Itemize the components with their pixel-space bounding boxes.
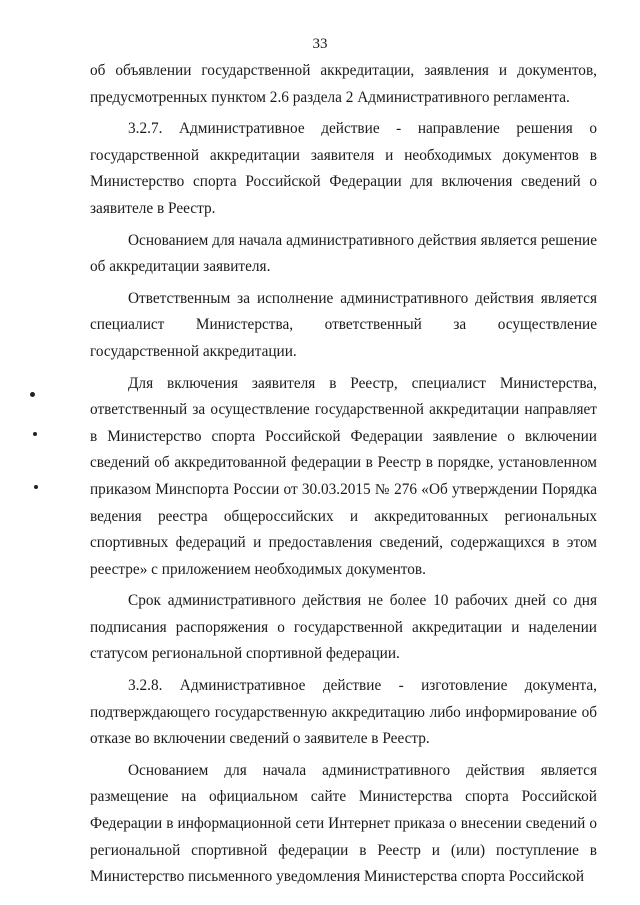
paragraph-registry-inclusion: Для включения заявителя в Реестр, специалист Министерства, ответственный за осуществление государственной аккредитации направляет в Министерство спорта Российской Федерации заявление о включении сведений об аккредитованной федерации в Реестр в порядке, установленном приказом Минспорта России от 30.03.2015 № 276 «Об утверждении Порядка ведения реестра общероссийских и аккредитованных региональных спортивных федераций и предоставления сведений, содержащихся в этом реестре» с приложением необходимых документов. (90, 374, 597, 578)
paragraph-basis-3-2-8: Основанием для начала административного действия является размещение на официальном сайте Министерства спорта Российской Федерации в информационной сети Интернет приказа о внесении сведений о региональной спортивной федерации в Реестр и (или) поступление в Министерство письменного уведомления Министерства спорта Российской (90, 761, 597, 886)
scan-speck (33, 432, 37, 436)
page-number: 33 (312, 36, 328, 52)
paragraph-section-3-2-8: 3.2.8. Административное действие - изготовление документа, подтверждающего государственную аккредитацию либо информирование об отказе во включении сведений о заявителе в Реестр. (90, 677, 597, 748)
paragraph-continuation: об объявлении государственной аккредитации, заявления и документов, предусмотренных пунктом 2.6 раздела 2 Административного регламента. (90, 62, 597, 106)
paragraph-responsible: Ответственным за исполнение административного действия является специалист Министерства, ответственный за осуществление государственной аккредитации. (90, 289, 597, 360)
paragraph-deadline: Срок административного действия не более 10 рабочих дней со дня подписания распоряжения о государственной аккредитации и наделении статусом региональной спортивной федерации. (90, 592, 597, 663)
paragraph-section-3-2-7: 3.2.7. Административное действие - направление решения о государственной аккредитации заявителя и необходимых документов в Министерство спорта Российской Федерации для включения сведений о заявителе в Реестр. (90, 120, 597, 217)
scan-speck (30, 392, 35, 397)
scan-speck (34, 485, 38, 489)
paragraph-basis: Основанием для начала административного действия является решение об аккредитации заявителя. (90, 231, 597, 276)
document-body (90, 58, 597, 896)
